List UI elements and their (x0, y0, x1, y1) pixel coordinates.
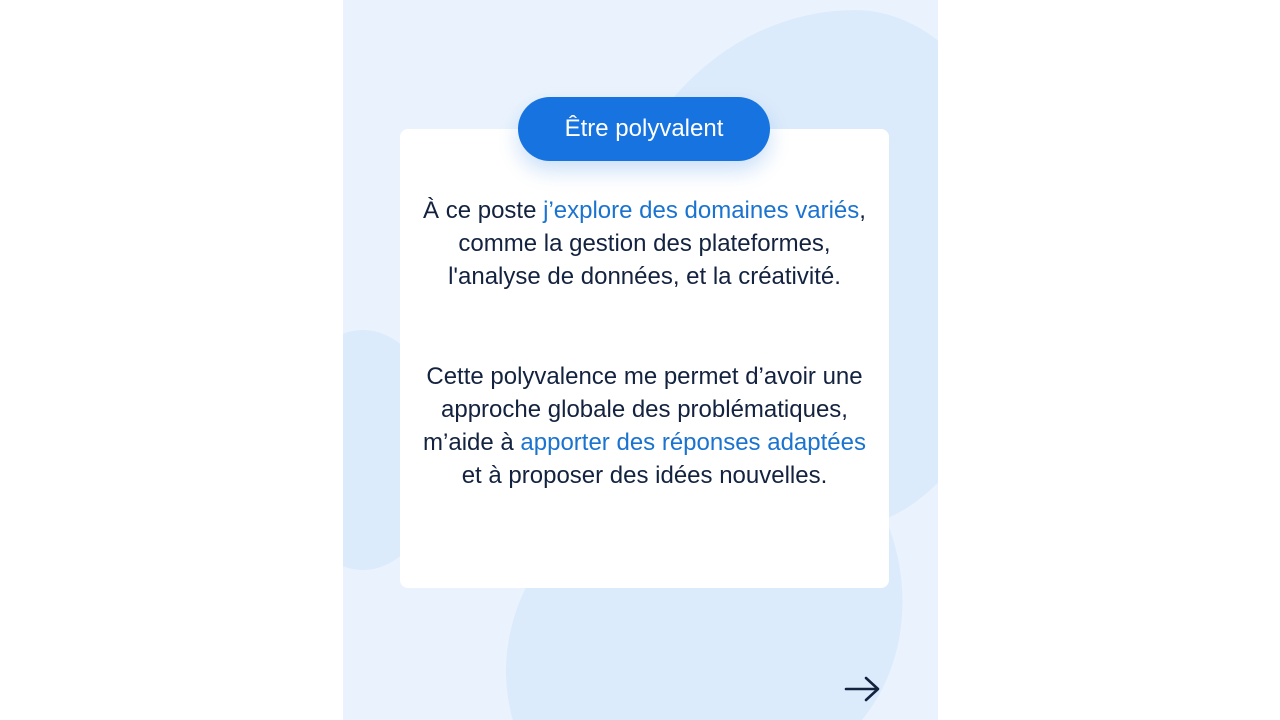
paragraph-intro-text-end: , comme la gestion des plateformes, l'analyse de données, et la créativité. (448, 197, 866, 290)
paragraph-intro-text: À ce poste (423, 197, 544, 224)
paragraph-versatility-text: Cette polyvalence me permet d’avoir une approche globale des problématiques, m’aide à (423, 363, 863, 456)
slide (343, 0, 938, 720)
paragraph-intro-highlight: j’explore des domaines variés (543, 197, 860, 224)
paragraph-versatility (410, 360, 879, 492)
arrow-right-icon[interactable] (843, 672, 883, 706)
title-badge: Être polyvalent (518, 97, 770, 161)
paragraph-versatility-highlight: apporter des réponses adaptées (520, 429, 866, 456)
paragraph-versatility-text-end: et à proposer des idées nouvelles. (461, 462, 828, 489)
paragraph-intro (410, 194, 879, 293)
